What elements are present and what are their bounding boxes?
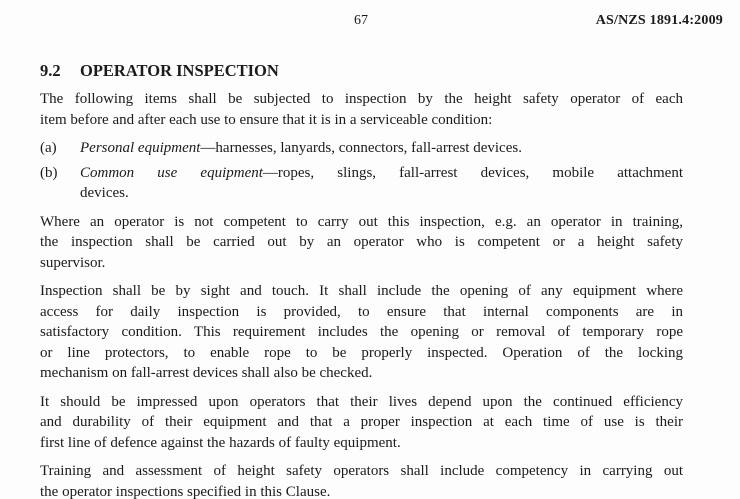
text-segment: first line of defence against the hazards of faulty equipment. — [40, 434, 401, 451]
standard-code: AS/NZS 1891.4:2009 — [595, 13, 723, 28]
text-segment: satisfactory condition. This requirement includes the opening or removal of temporary rope — [40, 324, 683, 340]
text-line — [40, 232, 683, 253]
text-segment: supervisor. — [40, 254, 106, 271]
list-item-marker: (a) — [40, 140, 57, 156]
text-segment: Where an operator is not competent to carry out this inspection, e.g. an operator in training, — [40, 213, 683, 230]
text-segment: access for daily inspection is provided, to ensure that internal components are in — [40, 303, 683, 320]
text-segment: mechanism on fall-arrest devices shall also be checked. — [40, 365, 373, 381]
text-line — [40, 302, 683, 323]
text-line — [40, 343, 683, 364]
text-line — [40, 212, 683, 233]
text-line — [40, 110, 683, 131]
text-segment: —ropes, slings, fall-arrest devices, mobile attachment — [262, 164, 684, 181]
text-segment: Training and assessment of height safety operators shall include competency in carrying out — [40, 463, 683, 479]
text-segment: item before and after each use to ensure that it is in a serviceable condition: — [40, 111, 493, 128]
text-segment: the operator inspections specified in this Clause. — [40, 483, 331, 499]
text-segment: It should be impressed upon operators that their lives depend upon the continued efficiency — [40, 393, 683, 410]
text-segment: the inspection shall be carried out by an operator who is competent or a height safety — [40, 234, 683, 250]
list-item — [40, 163, 683, 204]
text-line — [40, 482, 683, 499]
paragraph — [40, 281, 683, 384]
text-segment: —harnesses, lanyards, connectors, fall-arrest devices. — [200, 140, 522, 156]
text-line — [40, 461, 683, 482]
section-heading — [40, 60, 683, 81]
section-title: OPERATOR INSPECTION — [80, 61, 279, 80]
section-number: 9.2 — [40, 61, 61, 80]
list-item — [40, 138, 683, 159]
italic-text-segment: Common use equipment — [80, 164, 263, 181]
list-item-marker: (b) — [40, 164, 58, 181]
text-line — [40, 281, 683, 302]
paragraph — [40, 461, 683, 499]
page-content — [40, 60, 683, 499]
text-line — [40, 322, 683, 343]
text-line — [40, 89, 683, 110]
text-segment: Inspection shall be by sight and touch. It shall include the opening of any equipment where — [40, 283, 683, 299]
italic-text-segment: Personal equipment — [80, 140, 201, 156]
text-line — [40, 253, 683, 274]
paragraph — [40, 392, 683, 454]
page-number: 67 — [354, 13, 368, 28]
content-blocks — [40, 89, 683, 499]
text-segment: and durability of their equipment and that a proper inspection at each time of use is their — [40, 414, 683, 430]
text-line — [40, 433, 683, 454]
text-line — [40, 412, 683, 433]
text-segment: devices. — [80, 185, 129, 201]
text-segment: The following items shall be subjected to inspection by the height safety operator of each — [40, 91, 683, 107]
text-line — [80, 138, 683, 159]
list-item-text — [80, 163, 683, 204]
list-item-text — [80, 138, 683, 159]
text-line — [40, 363, 683, 384]
paragraph — [40, 89, 683, 130]
text-line — [80, 183, 683, 204]
text-segment: or line protectors, to enable rope to be properly inspected. Operation of the locking — [40, 344, 683, 361]
paragraph — [40, 212, 683, 274]
running-header — [40, 13, 723, 29]
text-line — [40, 392, 683, 413]
text-line — [80, 163, 683, 184]
